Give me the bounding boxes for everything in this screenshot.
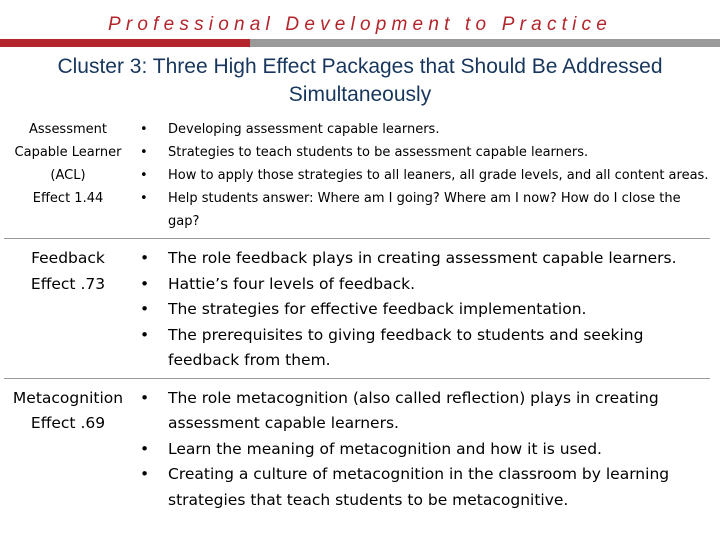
bullet-icon: • [140, 439, 150, 458]
bullet-text: The role metacognition (also called reflection) plays in creating assessment capable learners. [168, 388, 659, 432]
header-rule-gray [250, 39, 720, 47]
label-line: Metacognition [12, 388, 124, 407]
bullet-text: Hattie’s four levels of feedback. [168, 274, 416, 293]
label-line: Effect 1.44 [32, 191, 104, 206]
bullet-icon: • [140, 249, 150, 267]
bullet-item [132, 462, 710, 513]
bullet-item [132, 272, 710, 298]
bullet-list-cell [132, 113, 710, 239]
bullet-item [132, 297, 710, 323]
bullet-icon: • [140, 122, 148, 137]
row-label [4, 239, 132, 379]
bullet-text: Creating a culture of metacognition in the classroom by learning strategies that teach students to be metacognitive. [168, 465, 670, 509]
bullet-list [132, 386, 710, 514]
label-line: Feedback [31, 249, 105, 267]
bullet-item [132, 164, 710, 187]
bullet-item [132, 246, 710, 272]
bullet-icon: • [140, 191, 148, 206]
bullet-item [132, 437, 710, 463]
bullet-text: The role feedback plays in creating assessment capable learners. [168, 249, 677, 267]
bullet-icon: • [140, 388, 150, 407]
bullet-item [132, 187, 710, 233]
bullet-icon: • [140, 168, 148, 183]
row-label [4, 378, 132, 517]
bullet-icon: • [140, 274, 150, 293]
bullet-item [132, 386, 710, 437]
label-line: (ACL) [50, 168, 86, 183]
label-line: Assessment [29, 122, 107, 137]
bullet-text: How to apply those strategies to all leaners, all grade levels, and all content areas. [168, 168, 709, 183]
table-row-acl [4, 113, 710, 239]
bullet-icon: • [140, 300, 150, 318]
bullet-text: Developing assessment capable learners. [168, 122, 440, 137]
header-title: Professional Development to Practice [107, 14, 613, 35]
bullet-list [132, 246, 710, 374]
bullet-icon: • [140, 465, 150, 483]
label-line: Effect .69 [30, 414, 106, 432]
table-row-metacognition [4, 378, 710, 517]
label-line: Capable Learner [14, 145, 122, 160]
slide-title: Cluster 3: Three High Effect Packages that Should Be Addressed Simultaneously [57, 55, 663, 106]
table-row-feedback [4, 239, 710, 379]
bullet-list-cell [132, 378, 710, 517]
bullet-list-cell [132, 239, 710, 379]
bullet-item [132, 141, 710, 164]
bullet-text: Help students answer: Where am I going? Where am I now? How do I close the gap? [168, 191, 681, 229]
bullet-text: The prerequisites to giving feedback to students and seeking feedback from them. [168, 325, 644, 369]
bullet-text: The strategies for effective feedback implementation. [168, 300, 587, 318]
bullet-text: Strategies to teach students to be assessment capable learners. [168, 145, 589, 160]
bullet-item [132, 323, 710, 374]
bullet-text: Learn the meaning of metacognition and how it is used. [168, 439, 602, 458]
label-line: Effect .73 [30, 274, 106, 293]
header-rule-red [0, 39, 250, 47]
bullet-icon: • [140, 145, 148, 160]
row-label [4, 113, 132, 239]
content-table [4, 113, 710, 517]
bullet-item [132, 118, 710, 141]
bullet-icon: • [140, 325, 150, 344]
bullet-list [132, 118, 710, 233]
